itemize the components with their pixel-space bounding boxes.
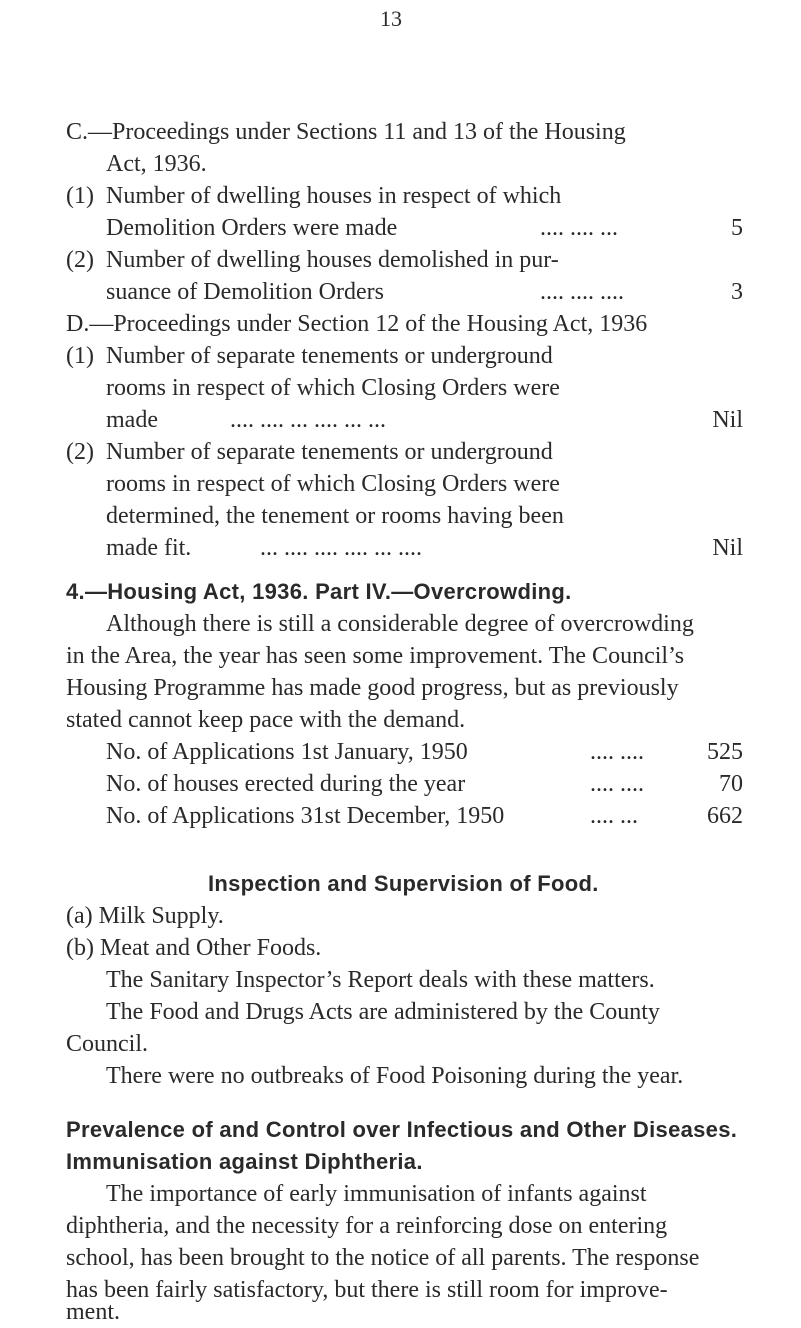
- item-value: Nil: [712, 407, 743, 433]
- item-number: (2): [66, 247, 94, 273]
- stat-value: 525: [707, 739, 743, 765]
- item-text: Number of separate tenements or underground: [106, 439, 553, 465]
- item-text: made: [106, 407, 158, 433]
- food-item: (b) Meat and Other Foods.: [66, 935, 322, 961]
- item-number: (2): [66, 439, 94, 465]
- item-text: made fit.: [106, 535, 192, 561]
- leader-dots: .... ....: [590, 771, 644, 797]
- item-text: rooms in respect of which Closing Orders were: [106, 471, 560, 497]
- paragraph-line: stated cannot keep pace with the demand.: [66, 707, 466, 733]
- paragraph-line: The importance of early immunisation of infants against: [106, 1181, 647, 1207]
- paragraph-line: diphtheria, and the necessity for a reinforcing dose on entering: [66, 1213, 668, 1239]
- section-4-heading: 4.—Housing Act, 1936. Part IV.—Overcrowding.: [66, 579, 572, 604]
- section-c-heading: C.—Proceedings under Sections 11 and 13 of the Housing: [66, 119, 626, 145]
- stat-label: No. of houses erected during the year: [106, 771, 466, 797]
- stat-label: No. of Applications 1st January, 1950: [106, 739, 468, 765]
- item-number: (1): [66, 183, 94, 209]
- paragraph-line: school, has been brought to the notice of all parents. The response: [66, 1245, 700, 1271]
- stat-value: 662: [707, 803, 743, 829]
- stat-label: No. of Applications 31st December, 1950: [106, 803, 505, 829]
- leader-dots: .... ....: [590, 739, 644, 765]
- item-text: Number of separate tenements or underground: [106, 343, 553, 369]
- item-value: Nil: [712, 535, 743, 561]
- item-text: determined, the tenement or rooms having been: [106, 503, 564, 529]
- immunisation-heading: Immunisation against Diphtheria.: [66, 1149, 423, 1174]
- section-d-heading: D.—Proceedings under Section 12 of the Housing Act, 1936: [66, 311, 648, 337]
- page-number: 13: [380, 6, 402, 31]
- infectious-heading: Prevalence of and Control over Infectious and Other Diseases.: [66, 1117, 738, 1142]
- leader-dots: .... .... ...: [540, 215, 618, 241]
- stat-value: 70: [719, 771, 743, 797]
- food-heading: Inspection and Supervision of Food.: [208, 871, 599, 896]
- item-value: 3: [731, 279, 743, 305]
- leader-dots: ... .... .... .... ... ....: [260, 535, 422, 561]
- item-text: Number of dwelling houses demolished in pur-: [106, 247, 559, 273]
- item-text: rooms in respect of which Closing Orders were: [106, 375, 560, 401]
- item-number: (1): [66, 343, 94, 369]
- paragraph-line: in the Area, the year has seen some improvement. The Council’s: [66, 643, 685, 669]
- food-item: (a) Milk Supply.: [66, 903, 224, 929]
- paragraph-line: Housing Programme has made good progress, but as previously: [66, 675, 679, 701]
- section-c-heading-cont: Act, 1936.: [106, 151, 207, 177]
- paragraph-line: ment.: [66, 1299, 120, 1325]
- paragraph-line: The Sanitary Inspector’s Report deals with these matters.: [106, 967, 655, 993]
- item-text: suance of Demolition Orders: [106, 279, 384, 305]
- paragraph-line: There were no outbreaks of Food Poisoning during the year.: [106, 1063, 684, 1089]
- leader-dots: .... .... ....: [540, 279, 624, 305]
- leader-dots: .... ...: [590, 803, 638, 829]
- paragraph-line: The Food and Drugs Acts are administered by the County: [106, 999, 660, 1025]
- paragraph-line: Although there is still a considerable degree of overcrowding: [106, 611, 694, 637]
- paragraph-line: has been fairly satisfactory, but there is still room for improve-: [66, 1277, 668, 1303]
- item-value: 5: [731, 215, 743, 241]
- leader-dots: .... .... ... .... ... ...: [230, 407, 386, 433]
- paragraph-line: Council.: [66, 1031, 148, 1057]
- item-text: Number of dwelling houses in respect of which: [106, 183, 562, 209]
- item-text: Demolition Orders were made: [106, 215, 398, 241]
